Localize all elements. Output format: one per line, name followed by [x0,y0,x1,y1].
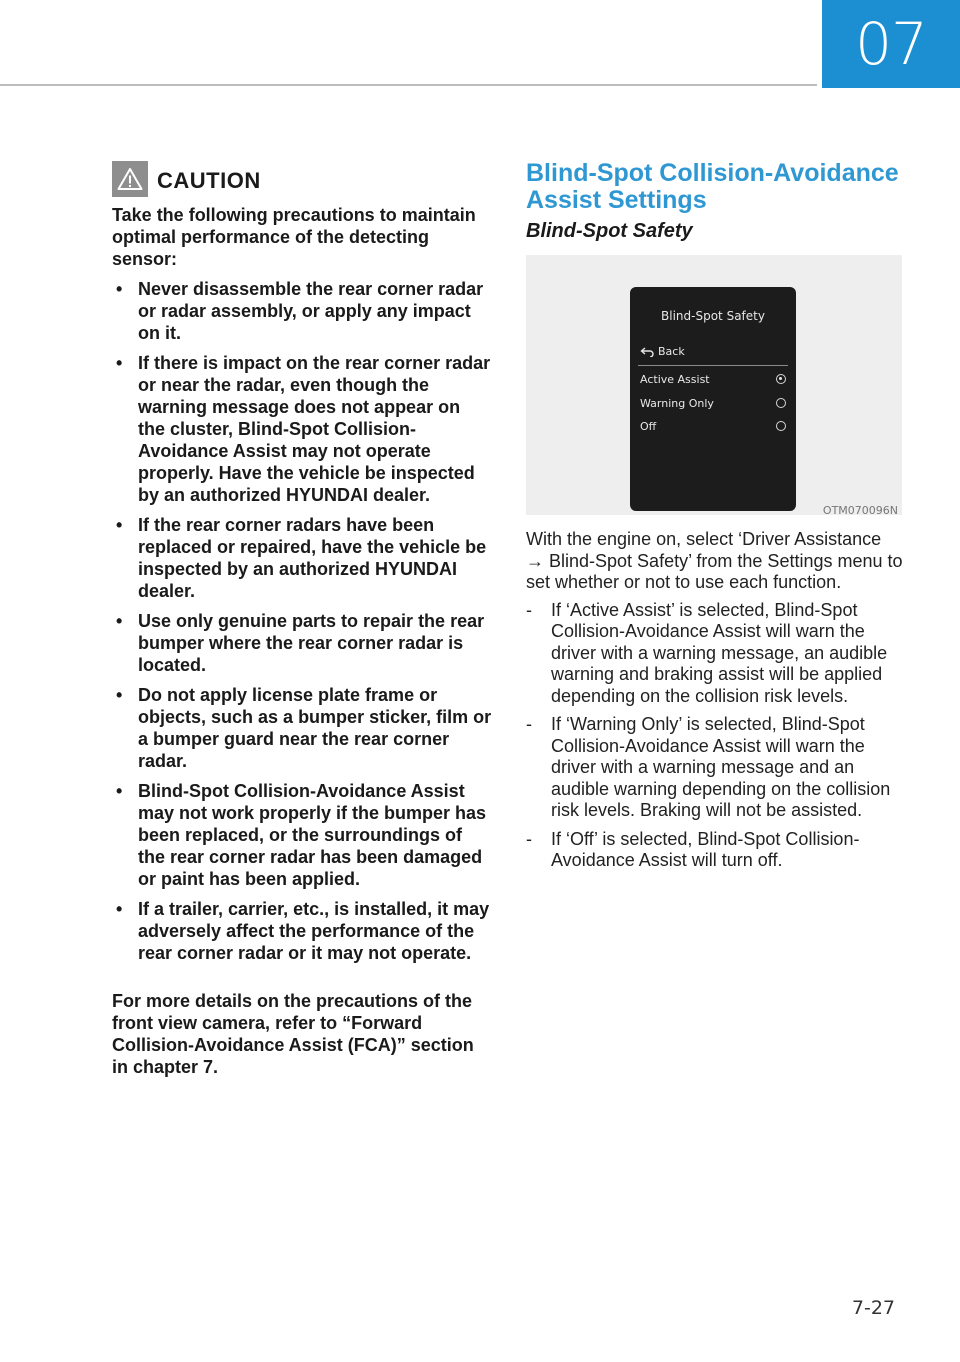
option-label: Off [640,419,657,433]
screen-title: Blind-Spot Safety [661,309,765,323]
cluster-screen-figure [526,255,902,515]
list-item-text: If a trailer, carrier, etc., is installed, it may adversely affect the performance of the rear corner radar or it may not operate. [138,899,490,963]
back-label: Back [658,345,685,358]
screen-option-warning-only [640,393,786,413]
list-item-text: If the rear corner radars have been replaced or repaired, have the vehicle be inspected by an authorized HYUNDAI dealer. [138,515,487,601]
back-arrow-icon [640,347,654,357]
bullet: • [116,279,123,299]
list-item [526,714,904,822]
list-item [526,829,904,872]
caution-intro: Take the following precautions to maintain optimal performance of the detecting sensor: [112,205,476,269]
warning-triangle-icon [112,161,148,197]
screen-divider [638,365,788,366]
cluster-screen [630,287,796,511]
list-item-text: If there is impact on the rear corner radar or near the radar, even though the warning message does not appear on the cluster, Blind-Spot Collision-Avoidance Assist may not operate properly. Have the vehicle be inspected by an authorized HYUNDAI dealer. [138,353,491,505]
caution-box [112,158,492,1078]
caution-outro: For more details on the precautions of the front view camera, refer to “Forward Collision-Avoidance Assist (FCA)” section in chapter 7. [112,991,474,1077]
list-item [526,600,904,708]
list-item-text: If ‘Active Assist’ is selected, Blind-Spot Collision-Avoidance Assist will warn the driver with a warning message, an audible warning and braking assist will be applied depending on the collision risk levels. [551,599,888,706]
bullet: • [116,899,123,919]
list-item-text: If ‘Warning Only’ is selected, Blind-Spot Collision-Avoidance Assist will warn the driver with a warning message and an audible warning depending on the collision risk levels. Braking will not be assisted. [551,714,891,820]
list-item [112,352,492,506]
header-rule [0,84,817,86]
bullet: • [116,611,123,631]
list-item [112,898,492,964]
caution-title: CAUTION [157,168,261,193]
bullet: • [116,781,123,801]
list-item [112,780,492,890]
radio-unselected-icon [776,398,786,408]
option-description-list [526,600,904,872]
radio-unselected-icon [776,421,786,431]
dash: - [526,828,532,849]
list-item-text: Never disassemble the rear corner radar or radar assembly, or apply any impact on it. [138,279,484,343]
section-title: Blind-Spot Collision-Avoidance Assist Settings [526,159,899,214]
screen-back-item [640,345,685,358]
chapter-tab: 07 [822,0,960,88]
caution-header [112,158,492,200]
bullet: • [116,353,123,373]
bullet: • [116,515,123,535]
list-item [112,278,492,344]
list-item [112,514,492,602]
option-label: Active Assist [640,372,710,386]
list-item-text: Blind-Spot Collision-Avoidance Assist may not work properly if the bumper has been replaced, or the surroundings of the rear corner radar has been damaged or paint has been applied. [138,781,487,889]
list-item-text: Do not apply license plate frame or objects, such as a bumper sticker, film or a bumper guard near the rear corner radar. [138,685,492,771]
screen-option-off [640,416,786,436]
page-number: 7-27 [851,1297,895,1319]
list-item [112,684,492,772]
radio-selected-icon [776,374,786,384]
figure-code: OTM070096N [822,504,898,517]
option-label: Warning Only [640,396,714,410]
dash: - [526,714,532,734]
section-body: With the engine on, select ‘Driver Assistance → Blind-Spot Safety’ from the Settings menu to set whether or not to use each function. [526,529,903,592]
list-item-text: Use only genuine parts to repair the rear bumper where the rear corner radar is located. [138,611,485,675]
settings-section [526,160,904,879]
screen-option-active-assist [640,369,786,389]
bullet: • [116,685,123,705]
dash: - [526,599,532,620]
subsection-title: Blind-Spot Safety [526,220,693,242]
caution-list [112,278,492,964]
list-item [112,610,492,676]
list-item-text: If ‘Off’ is selected, Blind-Spot Collision-Avoidance Assist will turn off. [551,828,860,870]
